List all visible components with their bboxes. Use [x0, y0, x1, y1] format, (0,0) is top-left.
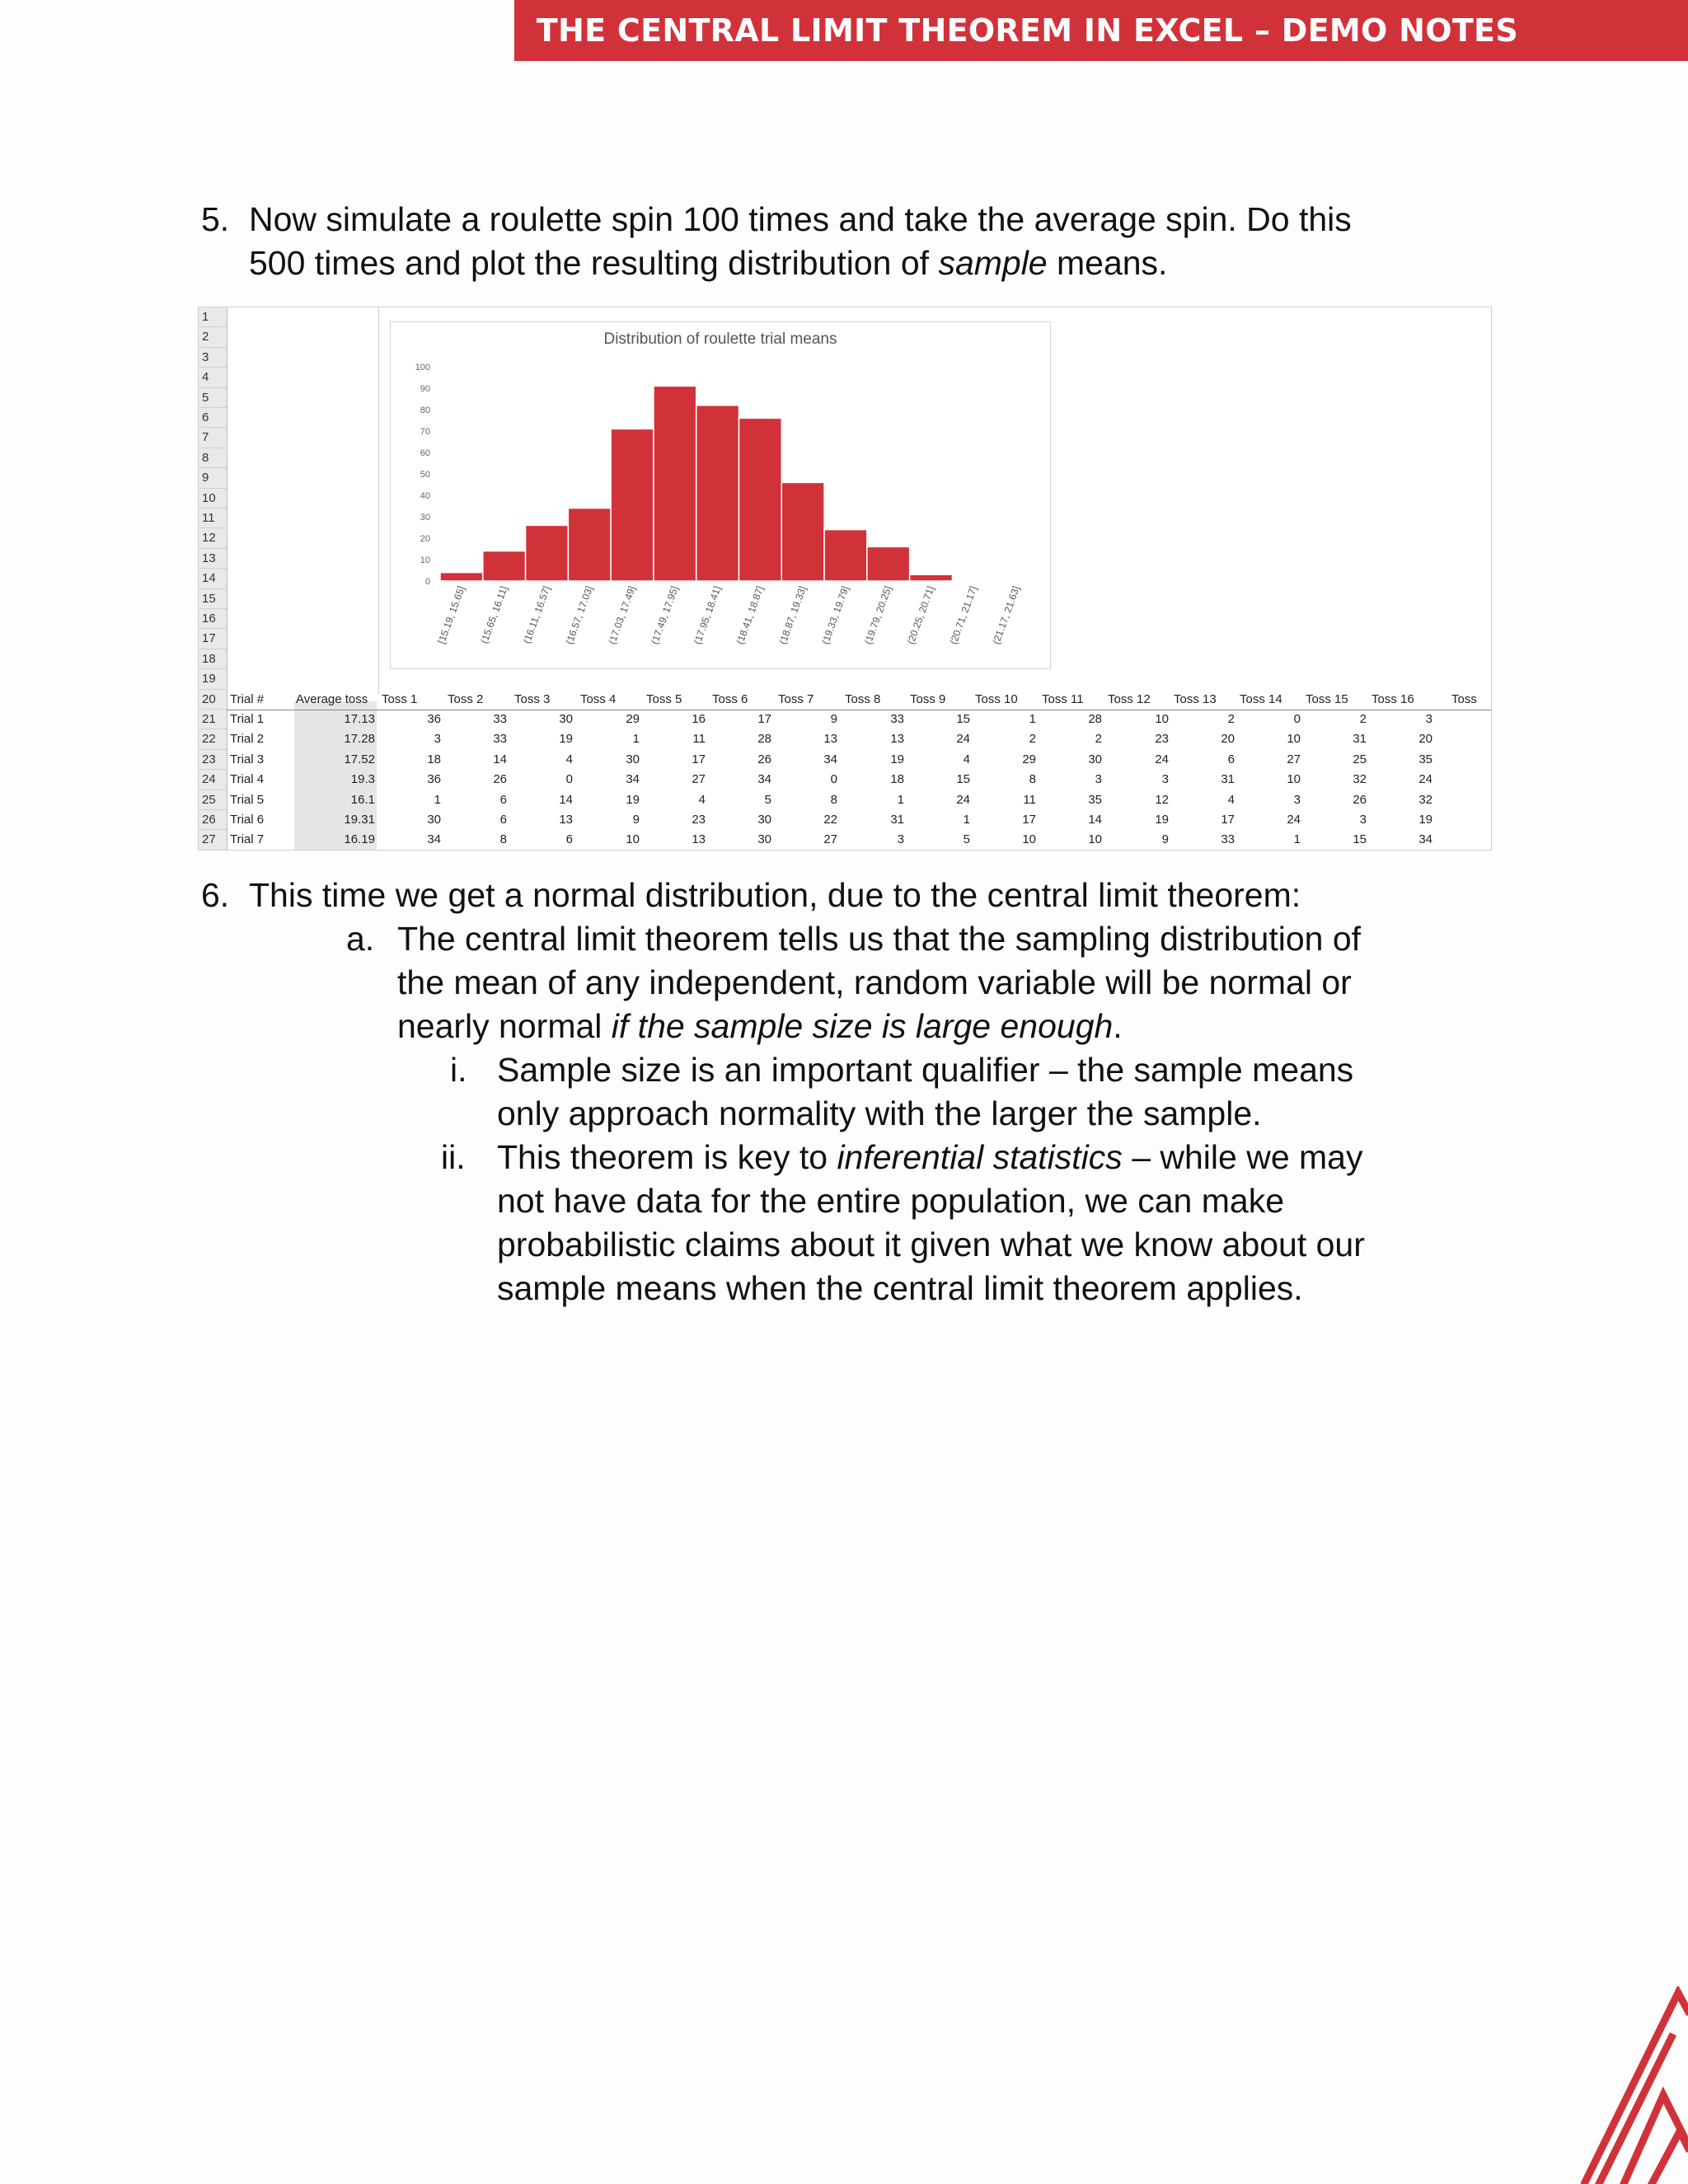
column-header: Toss 5 [646, 691, 682, 706]
toss-cell: 14 [493, 752, 507, 766]
x-tick-label: (17.49, 17.95] [649, 584, 681, 646]
average-cell: 19.31 [344, 813, 375, 827]
toss-cell: 13 [559, 813, 573, 827]
trial-cell: Trial 3 [230, 752, 265, 766]
trial-cell: Trial 2 [230, 732, 265, 747]
row-number: 25 [199, 790, 227, 810]
average-cell: 17.28 [344, 732, 375, 747]
row-number: 12 [199, 528, 227, 548]
toss-cell: 15 [1353, 832, 1367, 847]
toss-cell: 6 [499, 792, 507, 807]
sub-item-i-line-2: only approach normality with the larger the sample. [497, 1094, 1262, 1132]
y-tick-label: 0 [424, 577, 430, 587]
toss-cell: 27 [1287, 752, 1301, 766]
mountain-logo-icon [1581, 1986, 1688, 2184]
step-5-number: 5. [201, 200, 230, 238]
toss-cell: 23 [692, 813, 706, 827]
toss-cell: 16 [692, 712, 706, 726]
toss-cell: 14 [1088, 813, 1102, 827]
toss-cell: 29 [1022, 752, 1036, 766]
x-tick-label: (18.41, 18.87] [734, 584, 767, 646]
histogram-bar [654, 386, 696, 581]
histogram-bar [995, 580, 1038, 581]
toss-cell: 0 [830, 772, 837, 787]
toss-cell: 22 [823, 813, 837, 827]
toss-cell: 19 [890, 752, 904, 766]
toss-cell: 10 [1022, 832, 1036, 847]
x-tick-label: (21.17, 21.63] [990, 584, 1022, 646]
histogram-bar [739, 418, 782, 581]
toss-cell: 8 [499, 832, 507, 847]
trial-cell: Trial 4 [230, 772, 265, 787]
x-tick-label: [15.19, 15.65] [435, 584, 467, 646]
histogram-bar [440, 573, 483, 581]
toss-cell: 36 [427, 772, 441, 787]
column-header: Trial # [230, 691, 265, 706]
toss-cell: 19 [559, 732, 573, 747]
row-number: 3 [199, 348, 227, 368]
x-tick-label: (16.57, 17.03] [563, 584, 596, 646]
row-number: 2 [199, 327, 227, 347]
toss-cell: 2 [1095, 732, 1102, 747]
sub-item-a-line-1: The central limit theorem tells us that the sampling distribution of [397, 920, 1362, 958]
row-number: 18 [199, 649, 227, 669]
row-number: 26 [199, 810, 227, 830]
toss-cell: 3 [1161, 772, 1169, 787]
toss-cell: 35 [1418, 752, 1432, 766]
x-tick-label: (16.11, 16.57] [521, 584, 553, 645]
toss-cell: 5 [764, 792, 771, 807]
toss-cell: 10 [1287, 732, 1301, 747]
toss-cell: 2 [1359, 712, 1367, 726]
y-tick-label: 20 [420, 534, 430, 544]
toss-cell: 29 [626, 712, 640, 726]
row-number: 24 [199, 770, 227, 790]
toss-cell: 14 [559, 792, 573, 807]
toss-cell: 33 [493, 732, 507, 747]
row-number: 21 [199, 710, 227, 729]
sub-item-a-line-2: the mean of any independent, random variable will be normal or [397, 963, 1352, 1001]
toss-cell: 35 [1088, 792, 1102, 807]
column-header: Toss 16 [1372, 691, 1414, 706]
column-header: Toss 10 [975, 691, 1018, 706]
x-tick-label: (17.95, 18.41] [691, 584, 724, 646]
toss-cell: 10 [626, 832, 640, 847]
toss-cell: 34 [757, 772, 771, 787]
row-number: 14 [199, 569, 227, 588]
toss-cell: 2 [1227, 712, 1235, 726]
toss-cell: 30 [757, 813, 771, 827]
sub-item-ii-line-2: not have data for the entire population, we can make [497, 1182, 1285, 1220]
toss-cell: 33 [493, 712, 507, 726]
column-header: Average toss [296, 691, 368, 706]
toss-cell: 31 [890, 813, 904, 827]
toss-cell: 9 [830, 712, 837, 726]
toss-cell: 3 [434, 732, 441, 747]
toss-cell: 13 [823, 732, 837, 747]
toss-cell: 24 [1418, 772, 1432, 787]
row-number: 9 [199, 468, 227, 488]
toss-cell: 8 [830, 792, 837, 807]
toss-cell: 4 [1227, 792, 1235, 807]
toss-cell: 24 [1287, 813, 1301, 827]
histogram-bar [867, 546, 910, 581]
toss-cell: 1 [1293, 832, 1301, 847]
toss-cell: 10 [1287, 772, 1301, 787]
step-6-number: 6. [201, 876, 230, 914]
histogram-bar [696, 405, 739, 581]
emphasis-sample: sample [938, 244, 1048, 282]
sub-item-ii-line-3: probabilistic claims about it given what we know about our [497, 1226, 1365, 1263]
row-number: 13 [199, 549, 227, 569]
toss-cell: 10 [1155, 712, 1169, 726]
average-cell: 17.52 [344, 752, 375, 766]
row-number: 16 [199, 609, 227, 629]
toss-cell: 17 [1022, 813, 1036, 827]
toss-cell: 26 [1353, 792, 1367, 807]
y-tick-label: 70 [420, 427, 430, 437]
x-tick-label: (18.87, 19.33] [776, 584, 809, 646]
sub-item-ii-line-4: sample means when the central limit theorem applies. [497, 1269, 1303, 1307]
column-header: Toss 1 [382, 691, 418, 706]
toss-cell: 25 [1353, 752, 1367, 766]
toss-cell: 6 [565, 832, 573, 847]
column-header: Toss 4 [580, 691, 617, 706]
header-banner [514, 0, 1688, 61]
toss-cell: 17 [692, 752, 706, 766]
toss-cell: 23 [1155, 732, 1169, 747]
column-header: Toss 7 [778, 691, 814, 706]
column-header: Toss 6 [712, 691, 748, 706]
toss-cell: 9 [1161, 832, 1169, 847]
toss-cell: 31 [1353, 732, 1367, 747]
column-header: Toss 3 [514, 691, 551, 706]
column-header: Toss 8 [845, 691, 881, 706]
column-header: Toss 11 [1042, 691, 1084, 706]
trial-cell: Trial 5 [230, 792, 265, 807]
histogram-bar [483, 551, 526, 581]
x-tick-label: (19.79, 20.25] [862, 584, 894, 646]
toss-cell: 6 [499, 813, 507, 827]
toss-cell: 1 [1029, 712, 1036, 726]
toss-cell: 8 [1029, 772, 1036, 787]
toss-cell: 11 [692, 732, 706, 747]
y-tick-label: 10 [420, 555, 430, 565]
toss-cell: 26 [757, 752, 771, 766]
row-number: 17 [199, 629, 227, 649]
toss-cell: 34 [427, 832, 441, 847]
toss-cell: 28 [757, 732, 771, 747]
y-tick-label: 60 [420, 448, 430, 458]
row-number: 15 [199, 589, 227, 609]
emphasis-inferential-statistics: inferential statistics [837, 1138, 1123, 1176]
toss-cell: 9 [632, 813, 640, 827]
row-number: 8 [199, 448, 227, 468]
row-number: 5 [199, 388, 227, 408]
row-number: 4 [199, 368, 227, 387]
row-number: 10 [199, 489, 227, 509]
toss-cell: 28 [1088, 712, 1102, 726]
average-cell: 19.3 [350, 772, 375, 787]
y-tick-label: 100 [415, 363, 430, 373]
toss-cell: 24 [1155, 752, 1169, 766]
trial-cell: Trial 7 [230, 832, 265, 847]
toss-cell: 31 [1221, 772, 1235, 787]
x-tick-label: (19.33, 19.79] [819, 584, 851, 646]
histogram-bar [526, 525, 569, 581]
toss-cell: 3 [1425, 712, 1432, 726]
histogram-bar [910, 574, 953, 581]
toss-cell: 3 [1095, 772, 1102, 787]
row-number: 11 [199, 509, 227, 528]
toss-cell: 4 [565, 752, 573, 766]
toss-cell: 30 [559, 712, 573, 726]
toss-cell: 19 [1155, 813, 1169, 827]
toss-cell: 34 [823, 752, 837, 766]
trial-cell: Trial 6 [230, 813, 265, 827]
row-number: 23 [199, 750, 227, 770]
histogram-bar [952, 580, 995, 581]
y-tick-label: 40 [420, 491, 430, 501]
toss-cell: 34 [626, 772, 640, 787]
emphasis-sample-size: if the sample size is large enough [611, 1007, 1114, 1045]
toss-cell: 30 [626, 752, 640, 766]
toss-cell: 34 [1418, 832, 1432, 847]
toss-cell: 18 [890, 772, 904, 787]
toss-cell: 33 [890, 712, 904, 726]
average-cell: 17.13 [344, 712, 375, 726]
toss-cell: 1 [434, 792, 441, 807]
x-tick-label: (20.25, 20.71] [904, 584, 937, 646]
sub-item-ii-line-1: This theorem is key to inferential statistics – while we may [497, 1138, 1363, 1176]
toss-cell: 0 [565, 772, 573, 787]
toss-cell: 1 [963, 813, 970, 827]
row-number: 7 [199, 428, 227, 448]
average-cell: 16.1 [350, 792, 375, 807]
trial-cell: Trial 1 [230, 712, 265, 726]
step-6-text: This time we get a normal distribution, due to the central limit theorem: [249, 876, 1301, 914]
toss-cell: 24 [956, 792, 970, 807]
histogram-bar [781, 482, 824, 581]
toss-cell: 2 [1029, 732, 1036, 747]
y-tick-label: 90 [420, 384, 430, 394]
toss-cell: 5 [963, 832, 970, 847]
sub-item-a-marker: a. [346, 920, 375, 958]
toss-cell: 19 [1418, 813, 1432, 827]
toss-cell: 27 [692, 772, 706, 787]
toss-cell: 24 [956, 732, 970, 747]
x-tick-label: (15.65, 16.11] [478, 584, 510, 645]
histogram-bar [611, 429, 654, 581]
toss-cell: 3 [897, 832, 904, 847]
toss-cell: 3 [1293, 792, 1301, 807]
step-5-line-1: Now simulate a roulette spin 100 times and take the average spin. Do this [249, 200, 1352, 238]
toss-cell: 32 [1418, 792, 1432, 807]
toss-cell: 30 [757, 832, 771, 847]
toss-cell: 0 [1293, 712, 1301, 726]
toss-cell: 13 [890, 732, 904, 747]
row-number: 27 [199, 830, 227, 850]
toss-cell: 15 [956, 712, 970, 726]
toss-cell: 13 [692, 832, 706, 847]
toss-cell: 17 [757, 712, 771, 726]
toss-cell: 3 [1359, 813, 1367, 827]
column-header: Toss 12 [1108, 691, 1151, 706]
toss-cell: 10 [1088, 832, 1102, 847]
column-header: Toss 9 [910, 691, 946, 706]
toss-cell: 12 [1155, 792, 1169, 807]
row-number: 19 [199, 669, 227, 689]
toss-cell: 1 [632, 732, 640, 747]
toss-cell: 6 [1227, 752, 1235, 766]
x-tick-label: (20.71, 21.17] [947, 584, 980, 646]
toss-cell: 17 [1221, 813, 1235, 827]
toss-cell: 20 [1418, 732, 1432, 747]
toss-cell: 4 [698, 792, 706, 807]
y-tick-label: 30 [420, 513, 430, 523]
column-divider [378, 307, 379, 695]
toss-cell: 27 [823, 832, 837, 847]
column-header: Toss [1451, 691, 1477, 706]
row-number: 6 [199, 408, 227, 428]
row-number: 22 [199, 729, 227, 749]
row-number: 1 [199, 307, 227, 327]
toss-cell: 30 [427, 813, 441, 827]
toss-cell: 36 [427, 712, 441, 726]
histogram-chart [390, 321, 1051, 669]
toss-cell: 1 [897, 792, 904, 807]
sub-item-ii-marker: ii. [441, 1138, 466, 1176]
toss-cell: 32 [1353, 772, 1367, 787]
x-tick-label: (17.03, 17.49] [606, 584, 638, 646]
toss-cell: 15 [956, 772, 970, 787]
sub-item-a-line-3: nearly normal if the sample size is large enough. [397, 1007, 1123, 1045]
histogram-bar [824, 530, 867, 581]
toss-cell: 33 [1221, 832, 1235, 847]
y-tick-label: 80 [420, 405, 430, 415]
toss-cell: 26 [493, 772, 507, 787]
toss-cell: 19 [626, 792, 640, 807]
toss-cell: 18 [427, 752, 441, 766]
column-header: Toss 15 [1306, 691, 1348, 706]
toss-cell: 4 [963, 752, 970, 766]
row-number-column [199, 307, 227, 850]
toss-cell: 11 [1023, 792, 1036, 807]
toss-cell: 20 [1221, 732, 1235, 747]
column-header: Toss 2 [448, 691, 484, 706]
average-cell: 16.19 [344, 832, 375, 847]
row-number: 20 [199, 690, 227, 710]
y-tick-label: 50 [420, 470, 430, 480]
column-header: Toss 13 [1174, 691, 1217, 706]
toss-cell: 30 [1088, 752, 1102, 766]
step-5-line-2: 500 times and plot the resulting distribution of sample means. [249, 244, 1168, 282]
histogram-bar [568, 509, 611, 581]
chart-title: Distribution of roulette trial means [603, 330, 837, 348]
column-header: Toss 14 [1240, 691, 1282, 706]
header-title: THE CENTRAL LIMIT THEOREM IN EXCEL – DEMO NOTES [536, 12, 1518, 49]
sub-item-i-line-1: Sample size is an important qualifier – the sample means [497, 1051, 1354, 1089]
sub-item-i-marker: i. [450, 1051, 467, 1089]
